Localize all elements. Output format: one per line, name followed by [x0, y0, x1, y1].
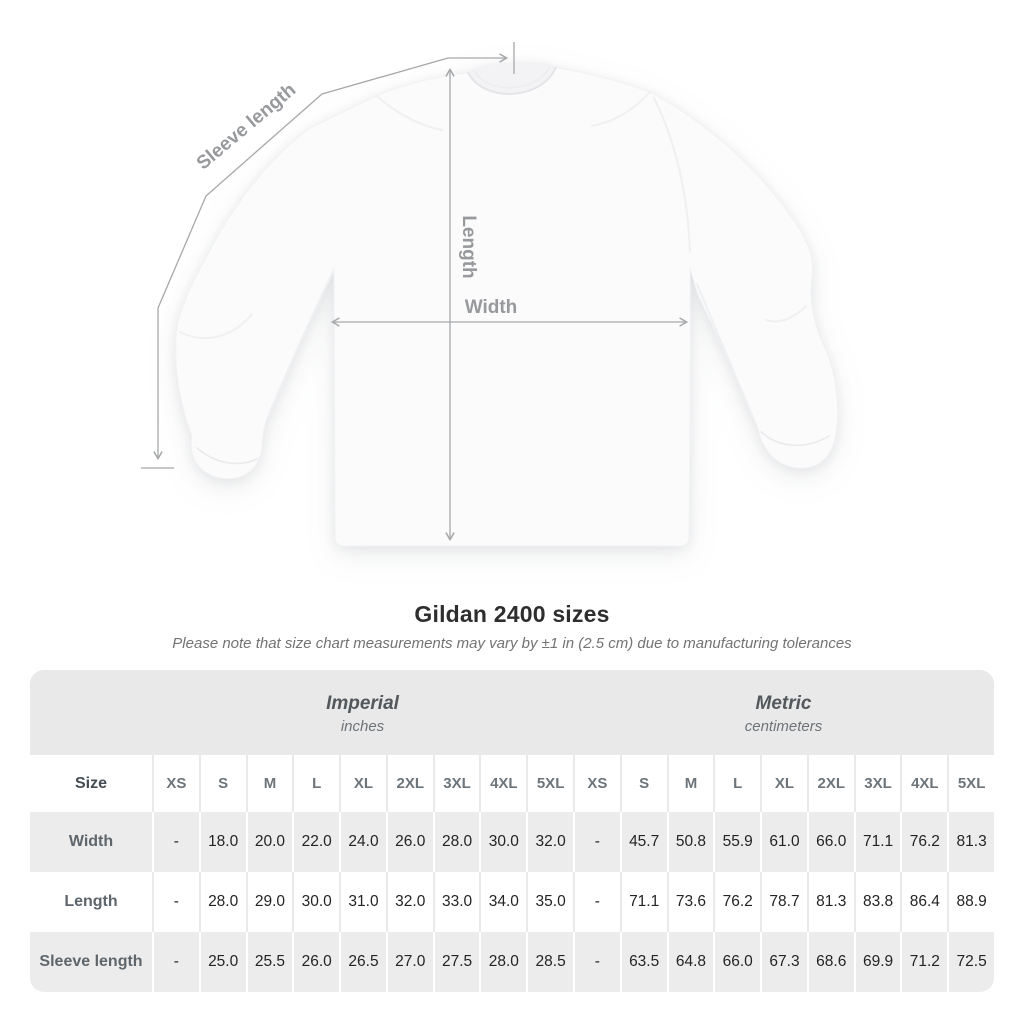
value-cell: 28.0	[433, 812, 480, 872]
value-cell: 81.3	[947, 812, 994, 872]
metric-group-header	[573, 670, 994, 755]
row-label: Length	[64, 893, 118, 910]
value-cell: 18.0	[199, 812, 246, 872]
value-cell: 27.0	[386, 932, 433, 992]
size-header-cell: L	[292, 755, 339, 812]
size-table	[30, 670, 994, 992]
metric-label: Metric	[755, 692, 812, 714]
value-cell: 55.9	[713, 812, 760, 872]
value-cell: 28.5	[526, 932, 573, 992]
size-col-header: Size	[74, 774, 107, 792]
imperial-unit: inches	[340, 717, 385, 735]
table-row	[30, 932, 994, 992]
value-cell: -	[152, 812, 199, 872]
value-cell: 72.5	[947, 932, 994, 992]
value-cell: 26.0	[292, 932, 339, 992]
length-label: Length	[458, 215, 479, 279]
value-cell: -	[573, 932, 620, 992]
table-row	[30, 812, 994, 872]
table-body	[30, 812, 994, 992]
page-title: Gildan 2400 sizes	[414, 601, 610, 627]
size-header-cell: 5XL	[526, 755, 573, 812]
value-cell: 30.0	[479, 812, 526, 872]
imperial-label: Imperial	[326, 692, 399, 714]
size-header-cell: XL	[760, 755, 807, 812]
sleeve-length-label: Sleeve length	[192, 79, 301, 175]
value-cell: 81.3	[807, 872, 854, 932]
value-cell: 71.1	[854, 812, 901, 872]
value-cell: 76.2	[900, 812, 947, 872]
size-header-cell: S	[620, 755, 667, 812]
value-cell: -	[152, 872, 199, 932]
size-header-cell: 2XL	[807, 755, 854, 812]
value-cell: 67.3	[760, 932, 807, 992]
value-cell: 31.0	[339, 872, 386, 932]
value-cell: 25.5	[246, 932, 293, 992]
size-header-cell: 3XL	[433, 755, 480, 812]
value-cell: 35.0	[526, 872, 573, 932]
value-cell: 71.1	[620, 872, 667, 932]
value-cell: 28.0	[479, 932, 526, 992]
value-cell: 30.0	[292, 872, 339, 932]
value-cell: 88.9	[947, 872, 994, 932]
table-row	[30, 872, 994, 932]
size-header-cell: XS	[573, 755, 620, 812]
size-header-cell: XS	[152, 755, 199, 812]
value-cell: 73.6	[667, 872, 714, 932]
value-cell: 24.0	[339, 812, 386, 872]
value-cell: 26.0	[386, 812, 433, 872]
size-header-cell: 4XL	[479, 755, 526, 812]
value-cell: 33.0	[433, 872, 480, 932]
value-cell: 68.6	[807, 932, 854, 992]
size-header-row	[30, 755, 994, 812]
imperial-group-header	[152, 670, 573, 755]
row-label: Sleeve length	[39, 953, 143, 970]
value-cell: 26.5	[339, 932, 386, 992]
value-cell: 86.4	[900, 872, 947, 932]
value-cell: 71.2	[900, 932, 947, 992]
size-header-cell: 2XL	[386, 755, 433, 812]
unit-band	[30, 670, 994, 755]
size-header-cell: L	[713, 755, 760, 812]
value-cell: 63.5	[620, 932, 667, 992]
row-label: Width	[68, 833, 114, 850]
value-cell: 32.0	[386, 872, 433, 932]
value-cell: 25.0	[199, 932, 246, 992]
value-cell: 61.0	[760, 812, 807, 872]
size-header-cell: M	[246, 755, 293, 812]
size-header-cell: 4XL	[900, 755, 947, 812]
width-label: Width	[464, 297, 518, 318]
value-cell: -	[573, 812, 620, 872]
size-header-cell: S	[199, 755, 246, 812]
value-cell: 29.0	[246, 872, 293, 932]
size-header-cell: 5XL	[947, 755, 994, 812]
value-cell: 28.0	[199, 872, 246, 932]
size-header-cell: XL	[339, 755, 386, 812]
value-cell: 27.5	[433, 932, 480, 992]
metric-unit: centimeters	[744, 717, 823, 735]
size-header-cell: M	[667, 755, 714, 812]
size-header-cell: 3XL	[854, 755, 901, 812]
value-cell: 34.0	[479, 872, 526, 932]
value-cell: 20.0	[246, 812, 293, 872]
value-cell: 83.8	[854, 872, 901, 932]
value-cell: 22.0	[292, 812, 339, 872]
value-cell: 69.9	[854, 932, 901, 992]
value-cell: 50.8	[667, 812, 714, 872]
tolerance-note: Please note that size chart measurements may vary by ±1 in (2.5 cm) due to manufacturing tolerances	[172, 635, 852, 652]
value-cell: 32.0	[526, 812, 573, 872]
value-cell: 64.8	[667, 932, 714, 992]
value-cell: -	[152, 932, 199, 992]
value-cell: 76.2	[713, 872, 760, 932]
value-cell: 66.0	[807, 812, 854, 872]
value-cell: 45.7	[620, 812, 667, 872]
value-cell: 66.0	[713, 932, 760, 992]
value-cell: 78.7	[760, 872, 807, 932]
value-cell: -	[573, 872, 620, 932]
